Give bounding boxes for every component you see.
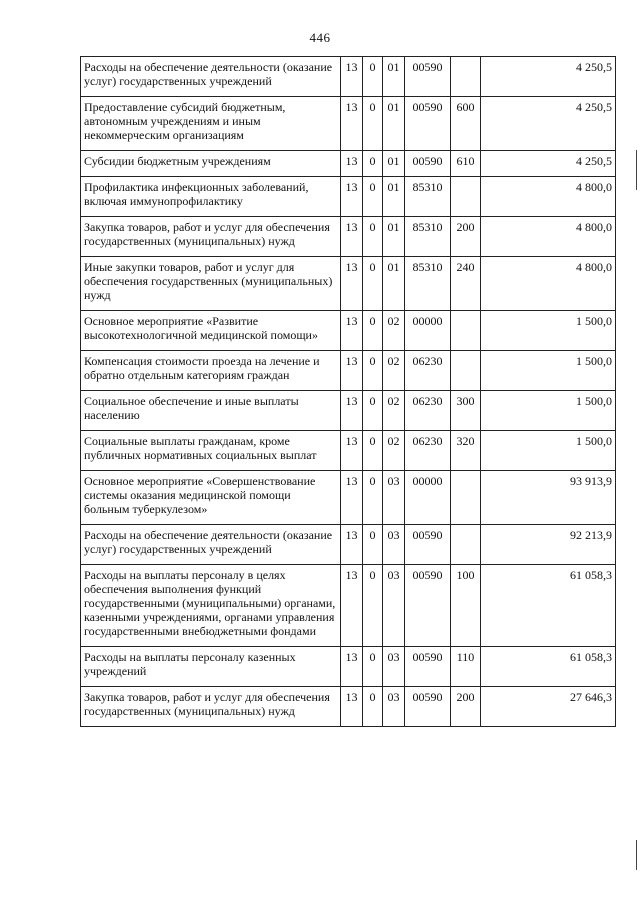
row-code-d-cell: 00000 [405,471,451,525]
row-code-d-cell: 06230 [405,431,451,471]
row-code-d-cell: 00590 [405,57,451,97]
row-sum-cell: 61 058,3 [481,647,616,687]
table-row [81,57,616,97]
row-code-a-cell: 13 [341,647,363,687]
row-name-cell: Основное мероприятие «Развитие высокотехнологичной медицинской помощи» [81,311,341,351]
row-code-b-cell: 0 [363,525,383,565]
row-vr-cell: 320 [451,431,481,471]
row-name-cell: Иные закупки товаров, работ и услуг для обеспечения государственных (муниципальных) нужд [81,257,341,311]
row-code-a-cell: 13 [341,525,363,565]
row-code-b-cell: 0 [363,151,383,177]
row-code-a-cell: 13 [341,177,363,217]
row-name-cell: Закупка товаров, работ и услуг для обеспечения государственных (муниципальных) нужд [81,687,341,727]
row-code-d-cell: 00590 [405,647,451,687]
row-code-d-cell: 00590 [405,97,451,151]
row-code-b-cell: 0 [363,177,383,217]
row-code-d-cell: 00590 [405,565,451,647]
row-sum-cell: 61 058,3 [481,565,616,647]
row-code-a-cell: 13 [341,57,363,97]
row-vr-cell [451,525,481,565]
table-row [81,431,616,471]
row-code-a-cell: 13 [341,687,363,727]
table-row [81,647,616,687]
row-vr-cell: 600 [451,97,481,151]
row-vr-cell [451,177,481,217]
row-code-d-cell: 00590 [405,151,451,177]
row-sum-cell: 4 800,0 [481,177,616,217]
row-name-cell: Основное мероприятие «Совершенствование системы оказания медицинской помощи больным туберкулезом» [81,471,341,525]
row-code-c-cell: 01 [383,151,405,177]
row-code-c-cell: 03 [383,647,405,687]
table-row [81,351,616,391]
row-name-cell: Расходы на обеспечение деятельности (оказание услуг) государственных учреждений [81,525,341,565]
row-code-d-cell: 06230 [405,351,451,391]
row-vr-cell [451,351,481,391]
row-code-c-cell: 01 [383,57,405,97]
row-code-b-cell: 0 [363,565,383,647]
row-code-d-cell: 85310 [405,217,451,257]
row-sum-cell: 4 800,0 [481,217,616,257]
row-code-b-cell: 0 [363,97,383,151]
row-code-c-cell: 02 [383,431,405,471]
row-sum-cell: 1 500,0 [481,431,616,471]
row-code-b-cell: 0 [363,471,383,525]
row-name-cell: Профилактика инфекционных заболеваний, включая иммунопрофилактику [81,177,341,217]
table-row [81,97,616,151]
row-name-cell: Расходы на выплаты персоналу в целях обеспечения выполнения функций государственными (муниципальными) органами, казенными учреждениями, органами управления государственными внебюджетными фондами [81,565,341,647]
row-code-a-cell: 13 [341,351,363,391]
row-name-cell: Социальное обеспечение и иные выплаты населению [81,391,341,431]
row-code-b-cell: 0 [363,217,383,257]
row-sum-cell: 1 500,0 [481,351,616,391]
row-name-cell: Закупка товаров, работ и услуг для обеспечения государственных (муниципальных) нужд [81,217,341,257]
row-code-d-cell: 85310 [405,177,451,217]
row-name-cell: Компенсация стоимости проезда на лечение и обратно отдельным категориям граждан [81,351,341,391]
row-name-cell: Расходы на обеспечение деятельности (оказание услуг) государственных учреждений [81,57,341,97]
table-row [81,687,616,727]
table-row [81,565,616,647]
row-name-cell: Субсидии бюджетным учреждениям [81,151,341,177]
row-vr-cell: 200 [451,687,481,727]
row-code-d-cell: 00590 [405,687,451,727]
row-sum-cell: 4 800,0 [481,257,616,311]
row-name-cell: Предоставление субсидий бюджетным, автономным учреждениям и иным некоммерческим организациям [81,97,341,151]
row-sum-cell: 4 250,5 [481,57,616,97]
row-code-b-cell: 0 [363,391,383,431]
row-code-b-cell: 0 [363,57,383,97]
row-code-a-cell: 13 [341,97,363,151]
row-code-c-cell: 01 [383,97,405,151]
row-code-b-cell: 0 [363,311,383,351]
row-sum-cell: 1 500,0 [481,391,616,431]
row-vr-cell [451,471,481,525]
table-row [81,217,616,257]
row-code-b-cell: 0 [363,431,383,471]
row-vr-cell [451,311,481,351]
table-row [81,525,616,565]
row-code-c-cell: 02 [383,351,405,391]
row-code-a-cell: 13 [341,431,363,471]
row-vr-cell: 200 [451,217,481,257]
row-vr-cell: 610 [451,151,481,177]
table-row [81,177,616,217]
page-number: 446 [309,30,331,45]
row-sum-cell: 4 250,5 [481,151,616,177]
row-vr-cell: 240 [451,257,481,311]
row-code-a-cell: 13 [341,311,363,351]
table-row [81,311,616,351]
row-sum-cell: 1 500,0 [481,311,616,351]
row-code-c-cell: 03 [383,687,405,727]
row-code-a-cell: 13 [341,151,363,177]
table-row [81,471,616,525]
row-sum-cell: 27 646,3 [481,687,616,727]
table-row [81,151,616,177]
row-code-d-cell: 00590 [405,525,451,565]
row-code-c-cell: 01 [383,177,405,217]
row-vr-cell [451,57,481,97]
row-name-cell: Расходы на выплаты персоналу казенных учреждений [81,647,341,687]
table-row [81,257,616,311]
row-name-cell: Социальные выплаты гражданам, кроме публичных нормативных социальных выплат [81,431,341,471]
row-code-c-cell: 01 [383,217,405,257]
row-code-c-cell: 03 [383,471,405,525]
row-code-c-cell: 03 [383,565,405,647]
row-code-d-cell: 00000 [405,311,451,351]
row-code-b-cell: 0 [363,687,383,727]
row-code-b-cell: 0 [363,257,383,311]
row-code-d-cell: 06230 [405,391,451,431]
row-vr-cell: 300 [451,391,481,431]
row-code-c-cell: 02 [383,391,405,431]
row-code-a-cell: 13 [341,391,363,431]
budget-table [80,56,616,727]
row-code-c-cell: 01 [383,257,405,311]
row-code-a-cell: 13 [341,257,363,311]
scan-edge-mark [636,840,637,870]
table-row [81,391,616,431]
row-code-c-cell: 03 [383,525,405,565]
row-sum-cell: 92 213,9 [481,525,616,565]
row-sum-cell: 93 913,9 [481,471,616,525]
row-code-d-cell: 85310 [405,257,451,311]
row-code-b-cell: 0 [363,351,383,391]
scan-edge-mark [636,150,637,190]
row-sum-cell: 4 250,5 [481,97,616,151]
row-code-a-cell: 13 [341,471,363,525]
row-vr-cell: 100 [451,565,481,647]
row-code-c-cell: 02 [383,311,405,351]
row-code-a-cell: 13 [341,217,363,257]
row-code-a-cell: 13 [341,565,363,647]
row-code-b-cell: 0 [363,647,383,687]
row-vr-cell: 110 [451,647,481,687]
